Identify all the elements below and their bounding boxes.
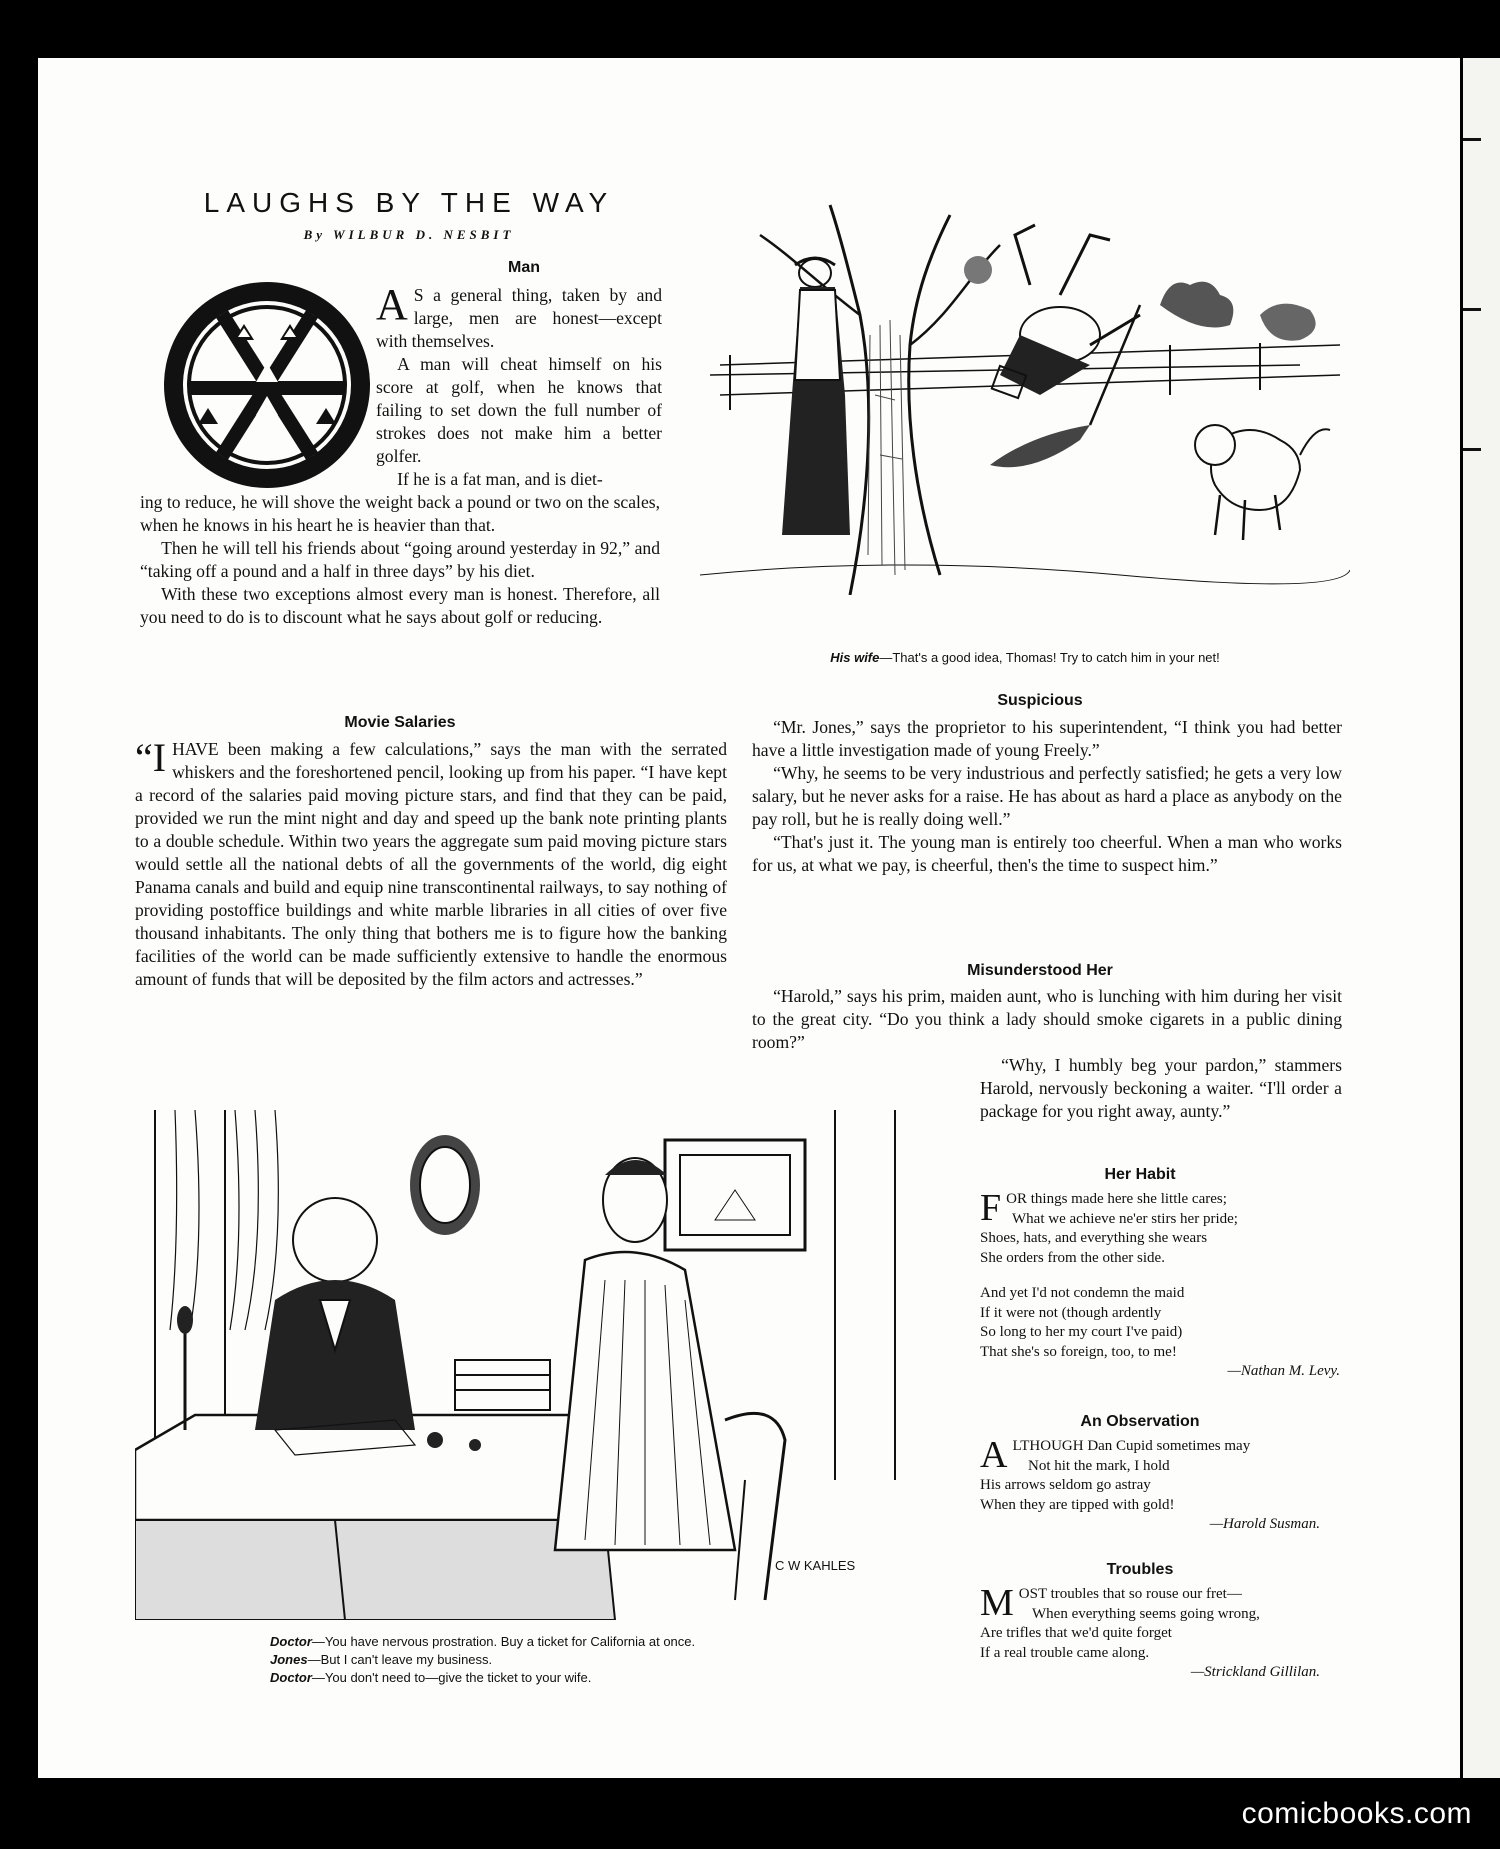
section-title-suspicious: Suspicious	[997, 692, 1083, 709]
page-title: LAUGHS BY THE WAY	[203, 187, 615, 218]
drop-cap: A	[980, 1434, 1008, 1476]
poem-author: —Strickland Gillilan.	[1190, 1664, 1320, 1680]
caption-line-2: Jones—But I can't leave my business.	[270, 1652, 493, 1667]
drop-cap: “I	[135, 735, 167, 780]
emblem-icon	[160, 278, 374, 492]
man-paragraph-4: Then he will tell his friends about “going around yesterday in 92,” and “taking off a pound and a half in three days” by his diet.	[140, 538, 660, 581]
byline: By WILBUR D. NESBIT	[303, 227, 515, 242]
poem-troubles: MOST troubles that so rouse our fret— When everything seems going wrong, Are trifles that we'd quite forget If a real trouble came along. —Strickland Gillilan.	[980, 1585, 1320, 1683]
section-title-troubles: Troubles	[1106, 1561, 1174, 1578]
poem-an-observation: ALTHOUGH Dan Cupid sometimes may Not hit the mark, I hold His arrows seldom go astray When they are tipped with gold! —Harold Susman.	[980, 1437, 1320, 1535]
man-paragraph-3a: If he is a fat man, and is diet-	[397, 469, 603, 489]
artist-signature: C W KAHLES	[775, 1558, 856, 1573]
poem-author: —Harold Susman.	[1209, 1516, 1320, 1532]
cartoon-golf-illustration	[700, 195, 1350, 595]
caption-line-1: Doctor—You have nervous prostration. Buy a ticket for California at once.	[270, 1634, 696, 1649]
movie-salaries-body: HAVE been making a few calculations,” says the man with the serrated whiskers and the foreshortened pencil, looking up from his paper. “I have kept a record of the salaries paid moving picture stars, and find that they can be paid, provided we run the mint night and day and speed up the bank note printing plants to a double schedule. Within two years the aggregate sum paid moving picture stars would settle all the national debts of all the governments of the world, dig eight Panama canals and build and equip nine transcontinental railways, to say nothing of providing postoffice buildings and white marble libraries in all cities of over five thousand inhabitants. The only thing that bothers me is to figure how the banking facilities of the world can be made sufficiently extensive to handle the enormous amount of funds that will be deposited by the film actors and actresses.”	[135, 739, 727, 989]
man-column-full	[140, 491, 660, 629]
cartoon-doctor-illustration	[135, 1100, 935, 1620]
poem-author: —Nathan M. Levy.	[1227, 1363, 1340, 1379]
drop-cap: F	[980, 1187, 1002, 1229]
section-title-man: Man	[508, 259, 540, 276]
section-title-an-observation: An Observation	[1080, 1413, 1200, 1430]
movie-salaries-text	[135, 735, 727, 991]
adjacent-page-edge	[1460, 58, 1500, 1778]
cartoon-golf-caption	[700, 649, 1350, 667]
suspicious-paragraph-2: “Why, he seems to be very industrious and perfectly satisfied; he gets a very low salary, but he never asks for a raise. He has about as hard a place as anybody on the pay roll, but he is really doing well.”	[752, 763, 1342, 829]
section-title-movie-salaries: Movie Salaries	[344, 714, 456, 731]
man-paragraph-5: With these two exceptions almost every man is honest. Therefore, all you need to do is to discount what he says about golf or reducing.	[140, 584, 660, 627]
watermark: comicbooks.com	[1241, 1797, 1472, 1830]
caption-speaker: His wife	[830, 650, 880, 665]
section-title-misunderstood-her: Misunderstood Her	[967, 962, 1113, 979]
poem-her-habit: FOR things made here she little cares; What we achieve ne'er stirs her pride; Shoes, hats, and everything she wears She orders from the other side. And yet I'd not condemn the maid If it were not (though ardently So long to her my court I've paid) That she's so foreign, too, to me! —Nathan M. Levy.	[980, 1190, 1340, 1382]
man-paragraph-3b: ing to reduce, he will shove the weight back a pound or two on the scales, when he knows in his heart he is heavier than that.	[140, 492, 660, 535]
misunderstood-text-2	[980, 1054, 1342, 1123]
man-column-wrap	[376, 280, 662, 491]
suspicious-paragraph-1: “Mr. Jones,” says the proprietor to his superintendent, “I think you had better have a little investigation made of young Freely.”	[752, 717, 1342, 760]
misunderstood-paragraph-1: “Harold,” says his prim, maiden aunt, who is lunching with him during her visit to the great city. “Do you think a lady should smoke cigarets in a public dining room?”	[752, 986, 1342, 1052]
caption-line-3: Doctor—You don't need to—give the ticket to your wife.	[270, 1670, 592, 1685]
man-paragraph-1: S a general thing, taken by and large, men are honest—except with themselves.	[376, 285, 662, 351]
misunderstood-text-1	[752, 985, 1342, 1054]
drop-cap: M	[980, 1582, 1014, 1624]
caption-text: —That's a good idea, Thomas! Try to catch him in your net!	[879, 650, 1220, 665]
man-paragraph-2: A man will cheat himself on his score at golf, when he knows that failing to set down the full number of strokes does not make him a better golfer.	[376, 354, 662, 466]
cartoon-doctor-caption	[270, 1633, 920, 1687]
section-title-her-habit: Her Habit	[1104, 1166, 1176, 1183]
drop-cap: A	[376, 280, 408, 329]
suspicious-paragraph-3: “That's just it. The young man is entirely too cheerful. When a man who works for us, at what we pay, is cheerful, then's the time to suspect him.”	[752, 832, 1342, 875]
suspicious-text	[752, 716, 1342, 877]
misunderstood-paragraph-2: “Why, I humbly beg your pardon,” stammers Harold, nervously beckoning a waiter. “I'll order a package for you right away, aunty.”	[980, 1055, 1342, 1121]
